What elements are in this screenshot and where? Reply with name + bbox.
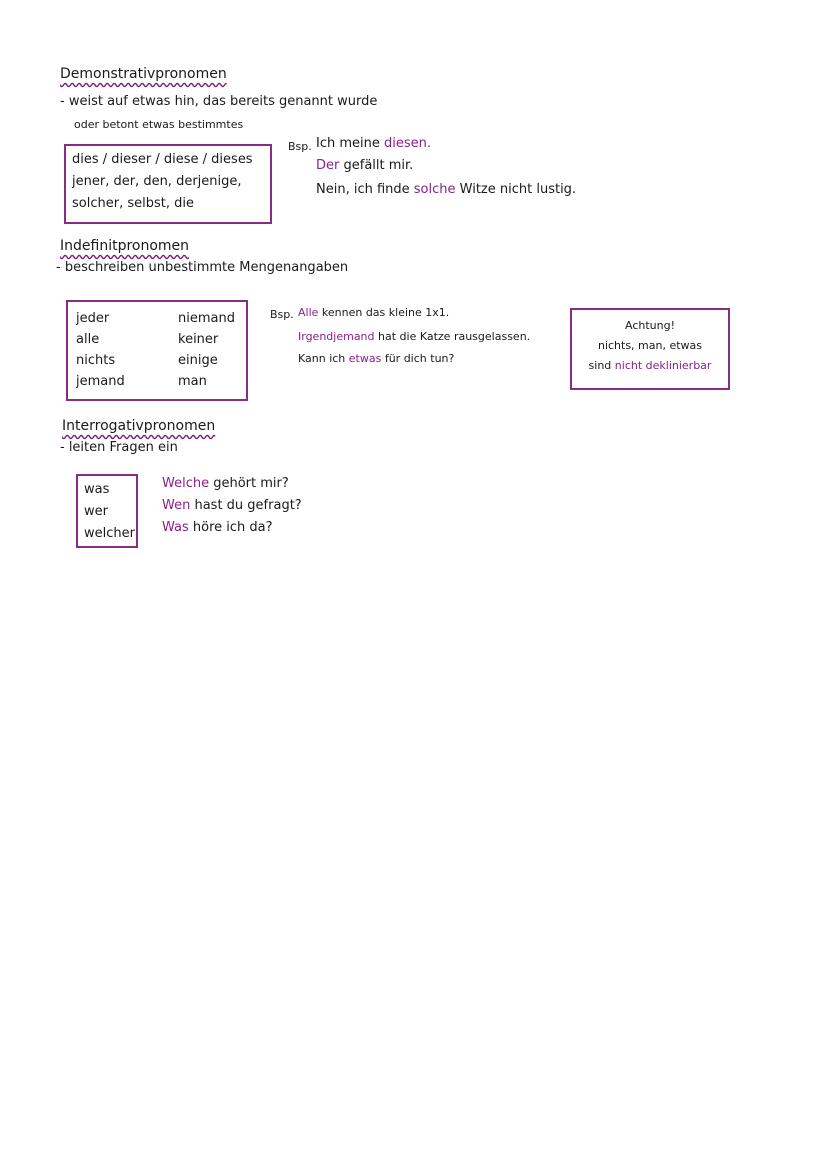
example-text: Ich meine [316,136,384,151]
indefinit-description: - beschreiben unbestimmte Mengenangaben [56,260,349,275]
demonstrativ-description-2: oder betont etwas bestimmtes [74,118,244,131]
example-text: für dich tun? [381,352,455,365]
interrogativ-description: - leiten Fragen ein [60,440,178,455]
example-sentence [298,330,530,343]
highlighted-pronoun: diesen. [384,136,432,151]
achtung-note-box [570,308,730,390]
example-text: kennen das kleine 1x1. [318,306,450,319]
pronoun-line: wer [84,504,108,519]
pronoun-word: alle [76,332,100,347]
highlighted-pronoun: Was [162,520,189,535]
pronoun-word: keiner [178,332,219,347]
example-sentence [316,182,576,197]
highlighted-pronoun: Alle [298,306,319,319]
heading-interrogativpronomen: Interrogativpronomen [62,418,216,434]
example-sentence [298,306,449,319]
pronoun-line: dies / dieser / diese / dieses [72,152,253,167]
pronoun-word: jeder [76,311,110,326]
highlighted-pronoun: Welche [162,476,210,491]
highlighted-text: nicht deklinierbar [614,359,712,372]
highlighted-pronoun: Wen [162,498,191,513]
bsp-label: Bsp. [288,140,312,153]
pronoun-column-2 [178,308,235,392]
example-sentence [162,520,273,535]
example-text: Kann ich [298,352,349,365]
pronoun-line: jener, der, den, derjenige, [72,174,242,189]
example-text: hast du gefragt? [190,498,302,513]
example-sentence [316,158,413,173]
example-sentence [162,498,302,513]
example-text: gefällt mir. [339,158,414,173]
note-line [572,356,728,376]
note-title: Achtung! [625,319,675,332]
interrogativ-pronoun-box [76,474,138,548]
highlighted-pronoun: etwas [348,352,382,365]
example-text: gehört mir? [209,476,289,491]
demonstrativ-pronoun-box [64,144,272,224]
example-sentence [298,352,454,365]
example-sentence [162,476,289,491]
pronoun-line: welcher [84,526,135,541]
note-text: sind [588,359,615,372]
example-text: Nein, ich finde [316,182,414,197]
example-text: Witze nicht lustig. [455,182,577,197]
indefinit-pronoun-box [66,300,248,401]
note-line: nichts, man, etwas [597,339,703,352]
pronoun-word: niemand [178,311,235,326]
pronoun-word: jemand [76,374,125,389]
example-text: hat die Katze rausgelassen. [374,330,531,343]
pronoun-line: was [84,482,110,497]
highlighted-pronoun: Der [316,158,340,173]
highlighted-pronoun: solche [413,182,456,197]
highlighted-pronoun: Irgendjemand [298,330,375,343]
pronoun-column-1 [76,308,125,392]
pronoun-word: man [178,374,207,389]
demonstrativ-description: - weist auf etwas hin, das bereits genannt wurde [60,94,378,109]
heading-demonstrativpronomen: Demonstrativpronomen [60,66,227,82]
example-sentence [316,136,431,151]
pronoun-line: solcher, selbst, die [72,196,194,211]
pronoun-word: nichts [76,353,116,368]
bsp-label: Bsp. [270,308,294,321]
heading-indefinitpronomen: Indefinitpronomen [60,238,190,254]
example-text: höre ich da? [188,520,273,535]
pronoun-word: einige [178,353,218,368]
